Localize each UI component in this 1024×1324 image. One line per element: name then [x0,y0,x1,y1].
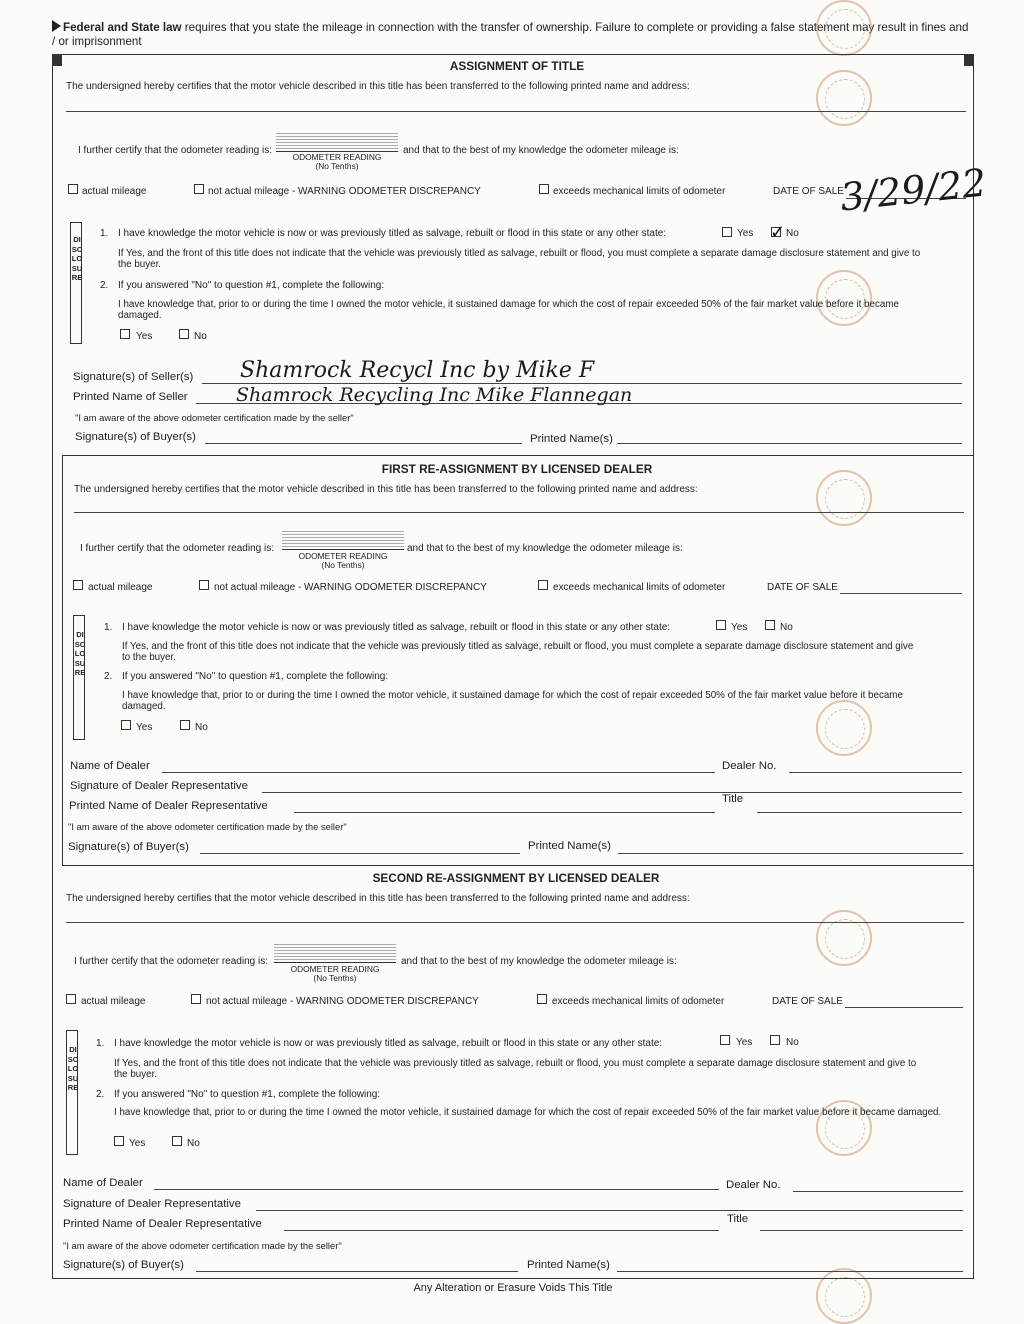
odometer-knowledge-text: and that to the best of my knowledge the odometer mileage is: [407,543,683,554]
date-of-sale-line[interactable] [845,1007,963,1008]
exceeds-limits-label: exceeds mechanical limits of odometer [552,996,725,1007]
q1-no-checkbox[interactable] [770,1035,780,1045]
buyer-printed-name-label: Printed Name(s) [530,433,613,445]
section-divider [62,865,974,866]
dealer-name-label: Name of Dealer [63,1177,143,1189]
section-divider [62,455,974,456]
dealer-name-line[interactable] [154,1189,719,1190]
buyer-signature-line[interactable] [196,1271,518,1272]
actual-mileage-label: actual mileage [82,186,147,197]
exceeds-limits-checkbox[interactable] [538,580,548,590]
q1-no-label: No [786,1037,799,1048]
certify-text: The undersigned hereby certifies that the motor vehicle described in this title has been transferred to the following printed name and address: [74,484,698,495]
q2-statement: I have knowledge that, prior to or during the time I owned the motor vehicle, it sustained damage for which the cost of repair exceeded 50% of the fair market value before it became damaged. [114,1107,942,1118]
q1-yes-label: Yes [736,1037,753,1048]
buyer-awareness-note: "I am aware of the above odometer certification made by the seller" [63,1240,342,1251]
frame-corner [964,54,974,66]
q2-no-label: No [195,722,208,733]
q1-note: If Yes, and the front of this title does not indicate that the vehicle was previously titled as salvage, rebuilt or flood, you must complete a separate damage disclosure statement and give to the buyer. [122,641,914,663]
q1-yes-label: Yes [737,228,754,239]
odometer-field[interactable] [282,531,404,550]
odometer-field[interactable] [274,944,396,963]
dealer-rep-title-line[interactable] [757,812,962,813]
not-actual-mileage-checkbox[interactable] [194,184,204,194]
q1-number: 1. [104,622,113,633]
odometer-knowledge-text: and that to the best of my knowledge the odometer mileage is: [401,956,677,967]
dealer-rep-title-label: Title [727,1213,749,1225]
disclosure-letters: DISCLOSURE [74,630,86,678]
dealer-name-line[interactable] [162,772,715,773]
checkmark-icon: ✓ [770,222,786,242]
buyer-signature-label: Signature(s) of Buyer(s) [63,1259,184,1271]
buyer-signature-label: Signature(s) of Buyer(s) [75,431,196,443]
odometer-label: I further certify that the odometer reading is: [74,956,268,967]
actual-mileage-checkbox[interactable] [73,580,83,590]
q1-no-checkbox[interactable] [765,620,775,630]
q2-text: If you answered "No" to question #1, complete the following: [114,1089,381,1100]
certify-text: The undersigned hereby certifies that the motor vehicle described in this title has been transferred to the following printed name and address: [66,893,690,904]
odometer-caption: ODOMETER READING (No Tenths) [290,964,380,983]
disclosure-letters: DISCLOSURE [71,235,83,283]
not-actual-mileage-checkbox[interactable] [191,994,201,1004]
q1-note: If Yes, and the front of this title does not indicate that the vehicle was previously titled as salvage, rebuilt or flood, you must complete a separate damage disclosure statement and give to the buyer. [118,248,921,270]
disclosure-label-box [66,1030,78,1155]
odometer-knowledge-text: and that to the best of my knowledge the odometer mileage is: [403,145,679,156]
q1-yes-checkbox[interactable] [720,1035,730,1045]
buyer-awareness-note: "I am aware of the above odometer certification made by the seller" [75,412,354,423]
q1-number: 1. [96,1038,105,1049]
dealer-no-line[interactable] [789,772,962,773]
q1-no-label: No [786,228,799,239]
buyer-printed-name-label: Printed Name(s) [528,840,611,852]
buyer-printed-name-line[interactable] [618,853,963,854]
dealer-no-label: Dealer No. [726,1179,781,1191]
certify-text: The undersigned hereby certifies that the motor vehicle described in this title has been transferred to the following printed name and address: [66,81,690,92]
not-actual-mileage-label: not actual mileage - WARNING ODOMETER DISCREPANCY [214,582,487,593]
q1-no-checkbox[interactable] [770,222,786,242]
q2-text: If you answered "No" to question #1, complete the following: [118,280,385,291]
exceeds-limits-label: exceeds mechanical limits of odometer [553,582,726,593]
q1-number: 1. [100,228,109,239]
section-title: SECOND RE-ASSIGNMENT BY LICENSED DEALER [372,871,660,885]
seller-signature-label: Signature(s) of Seller(s) [73,371,194,383]
buyer-printed-name-line[interactable] [617,443,962,444]
q2-yes-label: Yes [129,1138,146,1149]
not-actual-mileage-checkbox[interactable] [199,580,209,590]
q2-number: 2. [104,671,113,682]
odometer-field[interactable] [276,133,398,152]
printed-seller-handwritten: Shamrock Recycling Inc Mike Flannegan [236,384,633,406]
dealer-no-line[interactable] [793,1191,963,1192]
not-actual-mileage-label: not actual mileage - WARNING ODOMETER DISCREPANCY [206,996,479,1007]
q2-text: If you answered "No" to question #1, complete the following: [122,671,389,682]
dealer-rep-signature-label: Signature of Dealer Representative [63,1198,241,1210]
date-of-sale-label: DATE OF SALE [772,996,843,1007]
q1-yes-checkbox[interactable] [716,620,726,630]
q2-no-checkbox[interactable] [180,720,190,730]
odometer-label: I further certify that the odometer reading is: [78,145,272,156]
date-of-sale-label: DATE OF SALE [773,186,844,197]
q2-no-checkbox[interactable] [172,1136,182,1146]
alteration-warning: Any Alteration or Erasure Voids This Title [413,1282,613,1294]
q1-yes-checkbox[interactable] [722,227,732,237]
date-of-sale-line[interactable] [840,593,962,594]
dealer-rep-signature-line[interactable] [262,792,962,793]
buyer-signature-line[interactable] [205,443,522,444]
dealer-rep-signature-line[interactable] [256,1210,963,1211]
dealer-rep-signature-label: Signature of Dealer Representative [70,780,248,792]
q2-no-checkbox[interactable] [179,329,189,339]
buyer-signature-line[interactable] [200,853,520,854]
buyer-printed-name-label: Printed Name(s) [527,1259,610,1271]
buyer-printed-name-line[interactable] [617,1271,963,1272]
section-title: FIRST RE-ASSIGNMENT BY LICENSED DEALER [381,462,653,476]
seal-stamp [816,0,872,56]
q2-yes-checkbox[interactable] [120,329,130,339]
disclosure-label-box [73,615,85,740]
actual-mileage-label: actual mileage [81,996,146,1007]
date-of-sale-handwritten: 3/29/22 [838,160,989,220]
exceeds-limits-checkbox[interactable] [537,994,547,1004]
q1-yes-label: Yes [731,622,748,633]
actual-mileage-checkbox[interactable] [66,994,76,1004]
q2-statement: I have knowledge that, prior to or during the time I owned the motor vehicle, it sustained damage for which the cost of repair exceeded 50% of the fair market value before it became damaged. [118,299,899,321]
dealer-no-label: Dealer No. [722,760,777,772]
q2-statement: I have knowledge that, prior to or during the time I owned the motor vehicle, it sustained damage for which the cost of repair exceeded 50% of the fair market value before it became damaged. [122,690,903,712]
q2-yes-label: Yes [136,722,153,733]
triangle-marker-icon [52,20,61,32]
name-address-line[interactable] [74,512,964,513]
q2-no-label: No [194,331,207,342]
exceeds-limits-checkbox[interactable] [539,184,549,194]
q1-text: I have knowledge the motor vehicle is now or was previously titled as salvage, rebuilt or flood in this state or any other state: [114,1038,663,1049]
q2-number: 2. [100,280,109,291]
section-title: ASSIGNMENT OF TITLE [449,59,585,73]
q1-text: I have knowledge the motor vehicle is now or was previously titled as salvage, rebuilt or flood in this state or any other state: [118,228,667,239]
dealer-rep-printed-label: Printed Name of Dealer Representative [69,800,268,812]
name-address-line[interactable] [66,111,966,112]
seller-signature-handwritten: Shamrock Recycl Inc by Mike F [240,358,595,383]
disclosure-label-box [70,222,82,344]
q1-text: I have knowledge the motor vehicle is now or was previously titled as salvage, rebuilt or flood in this state or any other state: [122,622,671,633]
printed-seller-label: Printed Name of Seller [73,391,188,403]
odometer-caption: ODOMETER READING (No Tenths) [298,551,388,570]
actual-mileage-checkbox[interactable] [68,184,78,194]
buyer-awareness-note: "I am aware of the above odometer certification made by the seller" [68,821,347,832]
exceeds-limits-label: exceeds mechanical limits of odometer [553,186,726,197]
notice-bold: Federal and State law [63,21,182,34]
section-border [62,455,63,865]
q1-note: If Yes, and the front of this title does not indicate that the vehicle was previously titled as salvage, rebuilt or flood, you must complete a separate damage disclosure statement and give to the buyer. [114,1058,917,1080]
dealer-rep-printed-line[interactable] [294,812,715,813]
q2-no-label: No [187,1138,200,1149]
dealer-rep-printed-line[interactable] [284,1230,719,1231]
odometer-label: I further certify that the odometer reading is: [80,543,274,554]
dealer-rep-printed-label: Printed Name of Dealer Representative [63,1218,262,1230]
dealer-name-label: Name of Dealer [70,760,150,772]
q2-number: 2. [96,1089,105,1100]
actual-mileage-label: actual mileage [88,582,153,593]
not-actual-mileage-label: not actual mileage - WARNING ODOMETER DISCREPANCY [208,186,481,197]
dealer-rep-title-label: Title [722,793,744,805]
odometer-caption: ODOMETER READING (No Tenths) [292,152,382,171]
frame-corner [52,54,62,66]
q1-no-label: No [780,622,793,633]
q2-yes-label: Yes [136,331,153,342]
disclosure-letters: DISCLOSURE [67,1045,79,1093]
date-of-sale-label: DATE OF SALE [767,582,838,593]
name-address-line[interactable] [66,922,964,923]
dealer-rep-title-line[interactable] [760,1230,963,1231]
buyer-signature-label: Signature(s) of Buyer(s) [68,841,189,853]
q2-yes-checkbox[interactable] [114,1136,124,1146]
notice-text: requires that you state the mileage in connection with the transfer of ownership. Failure to complete or providing a false statement may result in fines and / or imprisonment [52,21,969,48]
q2-yes-checkbox[interactable] [121,720,131,730]
